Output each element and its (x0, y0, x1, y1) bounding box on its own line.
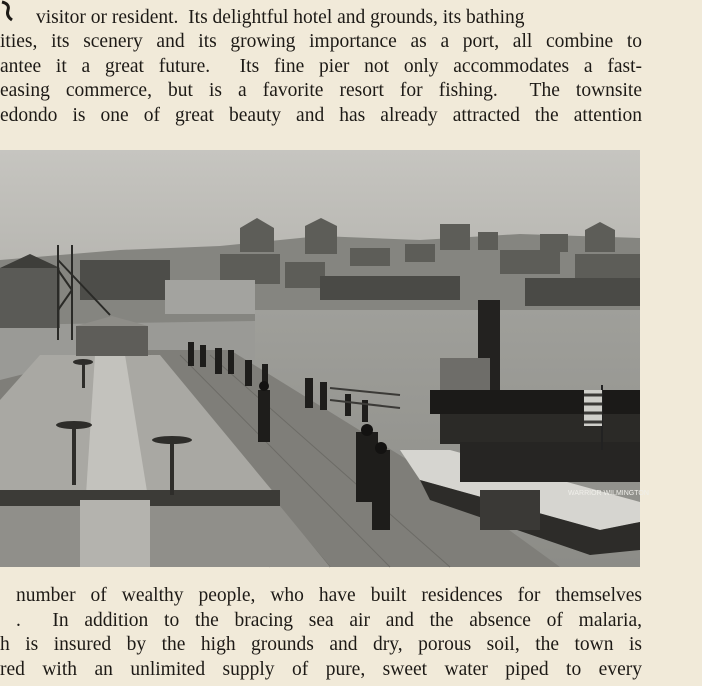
body-line-7: . In addition to the bracing sea air and the absence of malaria, (16, 610, 642, 631)
body-line-1: visitor or resident. Its delightful hotel and grounds, its bathing (36, 7, 525, 28)
body-line-8: h is insured by the high grounds and dry, porous soil, the town is (0, 634, 642, 655)
boat-name-label: WARRIOR WILMINGTON (568, 490, 649, 497)
shore-shed-right (525, 278, 640, 306)
pier-photo-illustration (0, 150, 649, 567)
small-shed (76, 326, 148, 356)
shore-shed (320, 276, 460, 300)
pier-building-mid (80, 260, 170, 300)
embankment (165, 280, 255, 314)
body-line-6: number of wealthy people, who have built residences for themselves (16, 585, 642, 606)
lower-roof (0, 506, 330, 567)
passengers-on-steamer (430, 390, 640, 482)
body-line-5: edondo is one of great beauty and has already attracted the attention (0, 105, 642, 126)
body-line-4: easing commerce, but is a favorite resort for fishing. The townsite (0, 80, 642, 101)
body-line-2: ities, its scenery and its growing importance as a port, all combine to (0, 31, 642, 52)
body-line-3: antee it a great future. Its fine pier not only accommodates a fast- (0, 56, 642, 77)
pier-pilings (480, 490, 540, 530)
pier-building-left (0, 268, 60, 328)
flag (584, 390, 602, 426)
pier-photograph (0, 150, 649, 567)
body-line-9: red with an unlimited supply of pure, sweet water piped to every (0, 659, 642, 680)
